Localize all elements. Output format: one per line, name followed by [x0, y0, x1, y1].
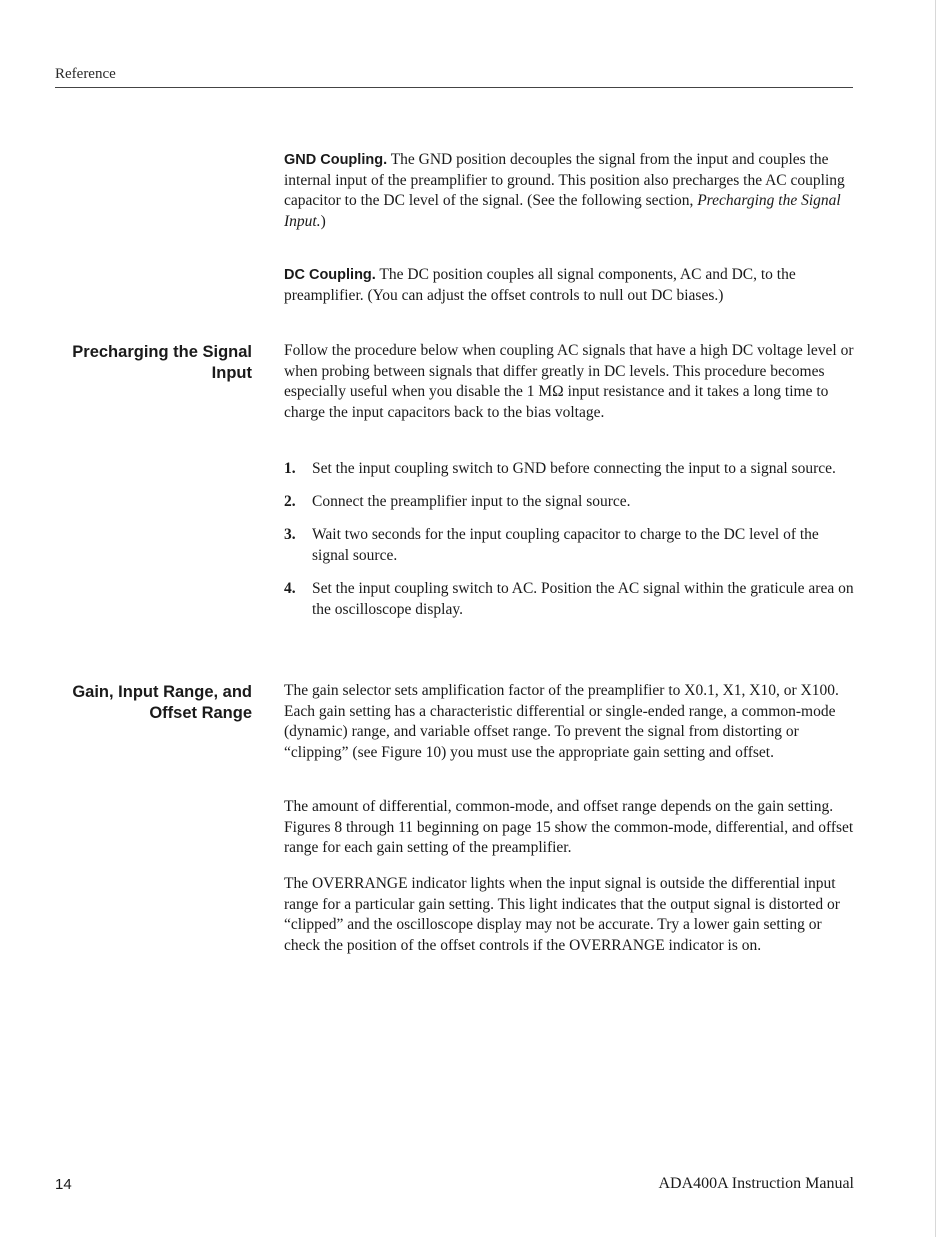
step-text: Connect the preamplifier input to the signal source.: [312, 493, 631, 510]
gain-heading-line1: Gain, Input Range, and: [72, 683, 252, 701]
step-number: 4.: [284, 580, 296, 597]
gain-paragraph-3: The OVERRANGE indicator lights when the input signal is outside the differential input range for a particular gain setting. This light indicates that the output signal is distorted or “clipped” and the oscilloscope display may not be accurate. Try a lower gain setting or check the position of the offset controls if the OVERRANGE indicator is on.: [284, 875, 840, 954]
step-text: Set the input coupling switch to AC. Position the AC signal within the graticule area on the oscilloscope display.: [312, 580, 854, 618]
gnd-coupling-text-end: ): [320, 212, 326, 230]
step-item: [284, 491, 854, 512]
step-item: [284, 524, 854, 566]
section-heading-precharging: [40, 342, 252, 384]
header-rule: [55, 87, 853, 88]
dc-coupling-term: DC Coupling.: [284, 267, 376, 283]
step-number: 2.: [284, 493, 296, 510]
page-edge-line: [935, 0, 936, 1237]
step-text: Wait two seconds for the input coupling capacitor to charge to the DC level of the signal source.: [312, 526, 819, 564]
step-item: [284, 458, 854, 479]
step-item: [284, 578, 854, 620]
step-number: 1.: [284, 460, 296, 477]
precharging-heading-line2: Input: [211, 364, 252, 382]
dc-coupling-paragraph: [284, 265, 854, 306]
page-number: 14: [55, 1176, 72, 1193]
precharging-intro: Follow the procedure below when coupling AC signals that have a high DC voltage level or when probing between signals that differ greatly in DC levels. This procedure becomes especially useful when you disable the 1 MΩ input resistance and it takes a long time to charge the input capacitors back to the bias voltage.: [284, 342, 854, 421]
step-number: 3.: [284, 526, 296, 543]
gnd-coupling-term: GND Coupling.: [284, 152, 388, 168]
manual-title: ADA400A Instruction Manual: [658, 1175, 854, 1192]
gain-heading-line2: Offset Range: [149, 704, 252, 722]
step-text: Set the input coupling switch to GND before connecting the input to a signal source.: [312, 460, 836, 477]
gnd-coupling-crossref: Precharging the Signal Input.: [284, 192, 841, 230]
running-head: Reference: [55, 66, 116, 82]
section-heading-gain: [40, 682, 252, 724]
gain-paragraph-1: The gain selector sets amplification factor of the preamplifier to X0.1, X1, X10, or X100. Each gain setting has a characteristic differential or single-ended range, a common-mode (dynamic) range, and variable offset range. To prevent the signal from distorting or “clipping” (see Figure 10) you must use the appropriate gain setting and offset.: [284, 682, 839, 761]
precharging-heading-line1: Precharging the Signal: [72, 343, 252, 361]
gain-paragraph-2: The amount of differential, common-mode, and offset range depends on the gain setting. Figures 8 through 11 beginning on page 15 show the common-mode, differential, and offset range for each gain setting of the preamplifier.: [284, 798, 854, 856]
dc-coupling-text: The DC position couples all signal components, AC and DC, to the preamplifier. (You can adjust the offset controls to null out DC biases.): [284, 266, 796, 304]
precharging-steps: [284, 458, 854, 620]
gnd-coupling-text: The GND position decouples the signal from the input and couples the internal input of the preamplifier to ground. This position also precharges the AC coupling capacitor to the DC level of the signal. (See the following section,: [284, 151, 845, 209]
gnd-coupling-paragraph: [284, 150, 854, 232]
